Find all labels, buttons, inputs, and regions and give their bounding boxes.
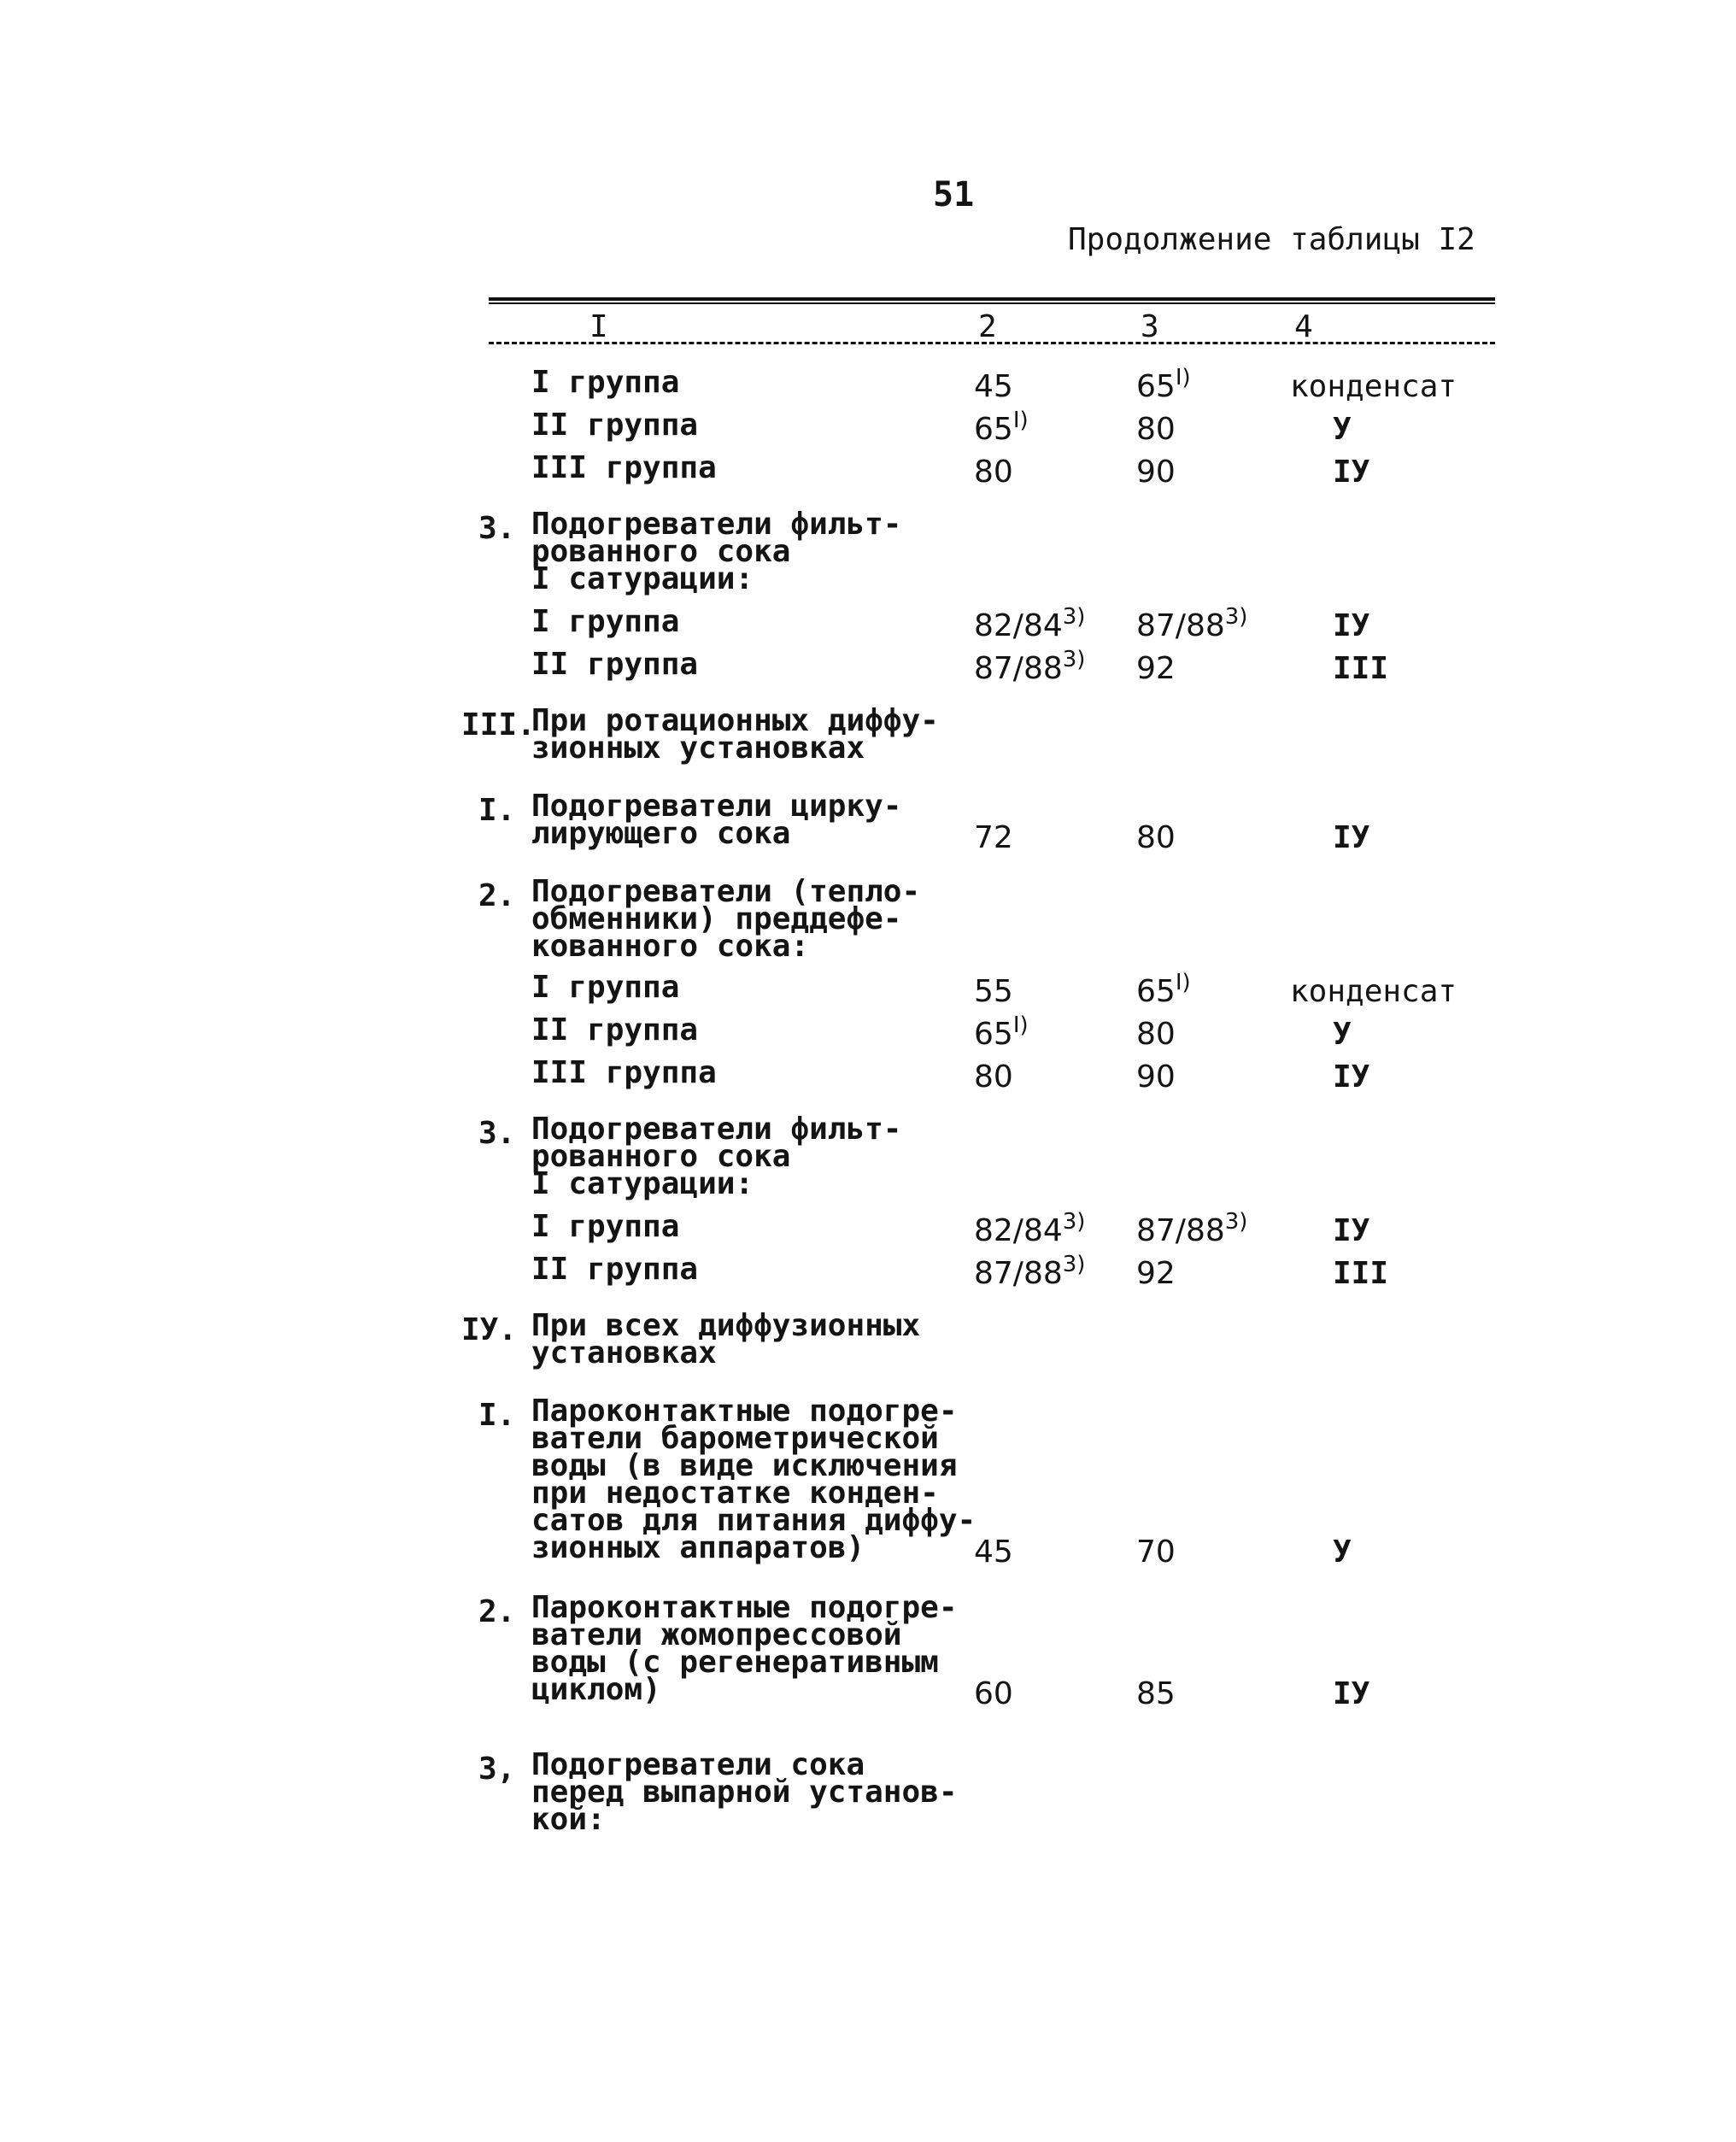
column-2-value: 45: [974, 1535, 1013, 1570]
row-label-line: Подогреватели фильт-: [531, 1112, 902, 1147]
column-4-value: III: [1333, 1256, 1389, 1291]
row-label-line: рованного сока: [531, 1139, 791, 1174]
row-label: [531, 1590, 958, 1707]
continuation-title: Продолжение таблицы I2: [1068, 222, 1475, 257]
column-3-value: 87/88$^{3)}$: [1136, 1209, 1248, 1248]
column-2-value: $65^{I)}$: [974, 1012, 1029, 1052]
column-2-value: 72: [974, 820, 1013, 855]
row-label-line: I группа: [531, 970, 680, 1005]
row-label-line: циклом): [531, 1672, 661, 1707]
row-number: 2.: [478, 878, 516, 913]
row-label: [531, 1209, 680, 1244]
page-number: 51: [933, 175, 975, 214]
row-label: [531, 647, 699, 682]
column-header-4: 4: [1294, 309, 1313, 344]
column-header-2: 2: [978, 309, 997, 344]
row-label: [531, 1308, 921, 1370]
footnote-marker: 3): [1062, 604, 1086, 630]
row-label-line: Подогреватели (тепло-: [531, 874, 921, 909]
table-top-rule: [489, 297, 1495, 301]
column-3-value: 92: [1136, 1256, 1176, 1291]
column-header-1: I: [589, 309, 608, 344]
row-label-line: III группа: [531, 1055, 717, 1090]
column-3-value: $65^{I)}$: [1136, 365, 1191, 404]
column-2-value: 55: [974, 974, 1013, 1009]
column-4-value: IУ: [1333, 820, 1370, 855]
row-label-line: Пароконтактные подогре-: [531, 1590, 958, 1625]
row-number: 2.: [478, 1594, 516, 1629]
row-number: III.: [461, 707, 536, 742]
column-2-value: 45: [974, 369, 1013, 404]
row-label: [531, 408, 699, 443]
row-number: 3,: [478, 1752, 516, 1787]
row-label-line: Подогреватели сока: [531, 1747, 865, 1782]
column-3-value: 80: [1136, 820, 1176, 855]
column-4-value: IУ: [1333, 1676, 1370, 1711]
row-label-line: зионных установках: [531, 731, 865, 766]
footnote-marker: 3): [1062, 1209, 1086, 1235]
row-label-line: II группа: [531, 408, 699, 443]
row-label-line: ватели жомопрессовой: [531, 1617, 902, 1652]
row-label: [531, 604, 680, 639]
row-label-line: рованного сока: [531, 534, 791, 569]
row-label-line: сатов для питания диффу-: [531, 1503, 976, 1538]
row-number: IУ.: [461, 1312, 518, 1347]
row-label-line: кой:: [531, 1802, 606, 1837]
table-top-rule-2: [489, 302, 1495, 304]
row-label: [531, 1394, 976, 1565]
column-header-3: 3: [1141, 309, 1159, 344]
column-3-value: 80: [1136, 412, 1176, 447]
column-2-value: 82/84$^{3)}$: [974, 604, 1086, 643]
row-label-line: лирующего сока: [531, 816, 791, 851]
row-number: 3.: [478, 511, 516, 546]
column-2-value: 60: [974, 1676, 1013, 1711]
column-4-value: IУ: [1333, 1213, 1370, 1248]
row-label-line: II группа: [531, 647, 699, 682]
row-label-line: кованного сока:: [531, 929, 810, 964]
footnote-marker: 3): [1062, 647, 1086, 672]
row-label-line: I сатурации:: [531, 1166, 754, 1201]
column-3-value: 90: [1136, 455, 1176, 490]
column-4-value: У: [1333, 1017, 1352, 1052]
row-label-line: Подогреватели циркy-: [531, 789, 902, 824]
column-2-value: 80: [974, 1059, 1013, 1094]
column-4-value: У: [1333, 1535, 1352, 1570]
row-label: [531, 703, 939, 766]
row-label-line: I группа: [531, 604, 680, 639]
row-label-line: Пароконтактные подогре-: [531, 1394, 958, 1429]
footnote-marker: 3): [1224, 1209, 1248, 1235]
column-3-value: 87/88$^{3)}$: [1136, 604, 1248, 643]
footnote-marker: 3): [1224, 604, 1248, 630]
column-2-value: $65^{I)}$: [974, 408, 1029, 447]
row-label-line: перед выпарной установ-: [531, 1775, 958, 1810]
footnote-marker: I): [1175, 970, 1191, 995]
row-label-line: Подогреватели фильт-: [531, 507, 902, 542]
column-4-value: конденсат: [1290, 369, 1457, 404]
row-label: [531, 1747, 958, 1837]
row-label-line: При всех диффузионных: [531, 1308, 921, 1343]
row-label: [531, 450, 717, 485]
row-label: [531, 970, 680, 1005]
row-label-line: I группа: [531, 1209, 680, 1244]
row-label: [531, 1012, 699, 1048]
column-4-value: IУ: [1333, 455, 1370, 490]
column-4-value: конденсат: [1290, 974, 1457, 1009]
row-number: 3.: [478, 1116, 516, 1151]
row-label: [531, 365, 680, 400]
row-label: [531, 789, 902, 851]
row-label-line: ватели барометрической: [531, 1421, 939, 1456]
column-3-value: 92: [1136, 651, 1176, 686]
row-label-line: обменники) преддефе-: [531, 901, 902, 936]
footnote-marker: I): [1012, 1012, 1029, 1038]
column-2-value: 87/88$^{3)}$: [974, 647, 1086, 686]
column-3-value: 90: [1136, 1059, 1176, 1094]
column-4-value: IУ: [1333, 1059, 1370, 1094]
row-label: [531, 1112, 902, 1201]
footnote-marker: I): [1175, 365, 1191, 390]
row-label: [531, 1252, 699, 1287]
column-2-value: 82/84$^{3)}$: [974, 1209, 1086, 1248]
row-label-line: II группа: [531, 1252, 699, 1287]
row-label-line: установках: [531, 1335, 717, 1370]
row-label: [531, 1055, 717, 1090]
row-number: I.: [478, 793, 516, 828]
footnote-marker: 3): [1062, 1252, 1086, 1277]
column-3-value: 70: [1136, 1535, 1176, 1570]
column-2-value: 87/88$^{3)}$: [974, 1252, 1086, 1291]
row-label: [531, 874, 921, 964]
row-label-line: зионных аппаратов): [531, 1530, 865, 1565]
footnote-marker: I): [1012, 408, 1029, 433]
row-label-line: I группа: [531, 365, 680, 400]
column-4-value: IУ: [1333, 608, 1370, 643]
row-label-line: при недостатке конден-: [531, 1476, 939, 1511]
row-label-line: воды (в виде исключения: [531, 1448, 958, 1483]
column-4-value: III: [1333, 651, 1389, 686]
column-3-value: 85: [1136, 1676, 1176, 1711]
column-2-value: 80: [974, 455, 1013, 490]
row-label-line: I сатурации:: [531, 561, 754, 596]
column-3-value: 80: [1136, 1017, 1176, 1052]
row-number: I.: [478, 1398, 516, 1433]
row-label-line: воды (с регенеративным: [531, 1645, 939, 1680]
row-label: [531, 507, 902, 596]
row-label-line: III группа: [531, 450, 717, 485]
column-3-value: $65^{I)}$: [1136, 970, 1191, 1009]
header-bottom-rule: [489, 342, 1495, 344]
column-4-value: У: [1333, 412, 1352, 447]
row-label-line: II группа: [531, 1012, 699, 1048]
row-label-line: При ротационных диффу-: [531, 703, 939, 738]
